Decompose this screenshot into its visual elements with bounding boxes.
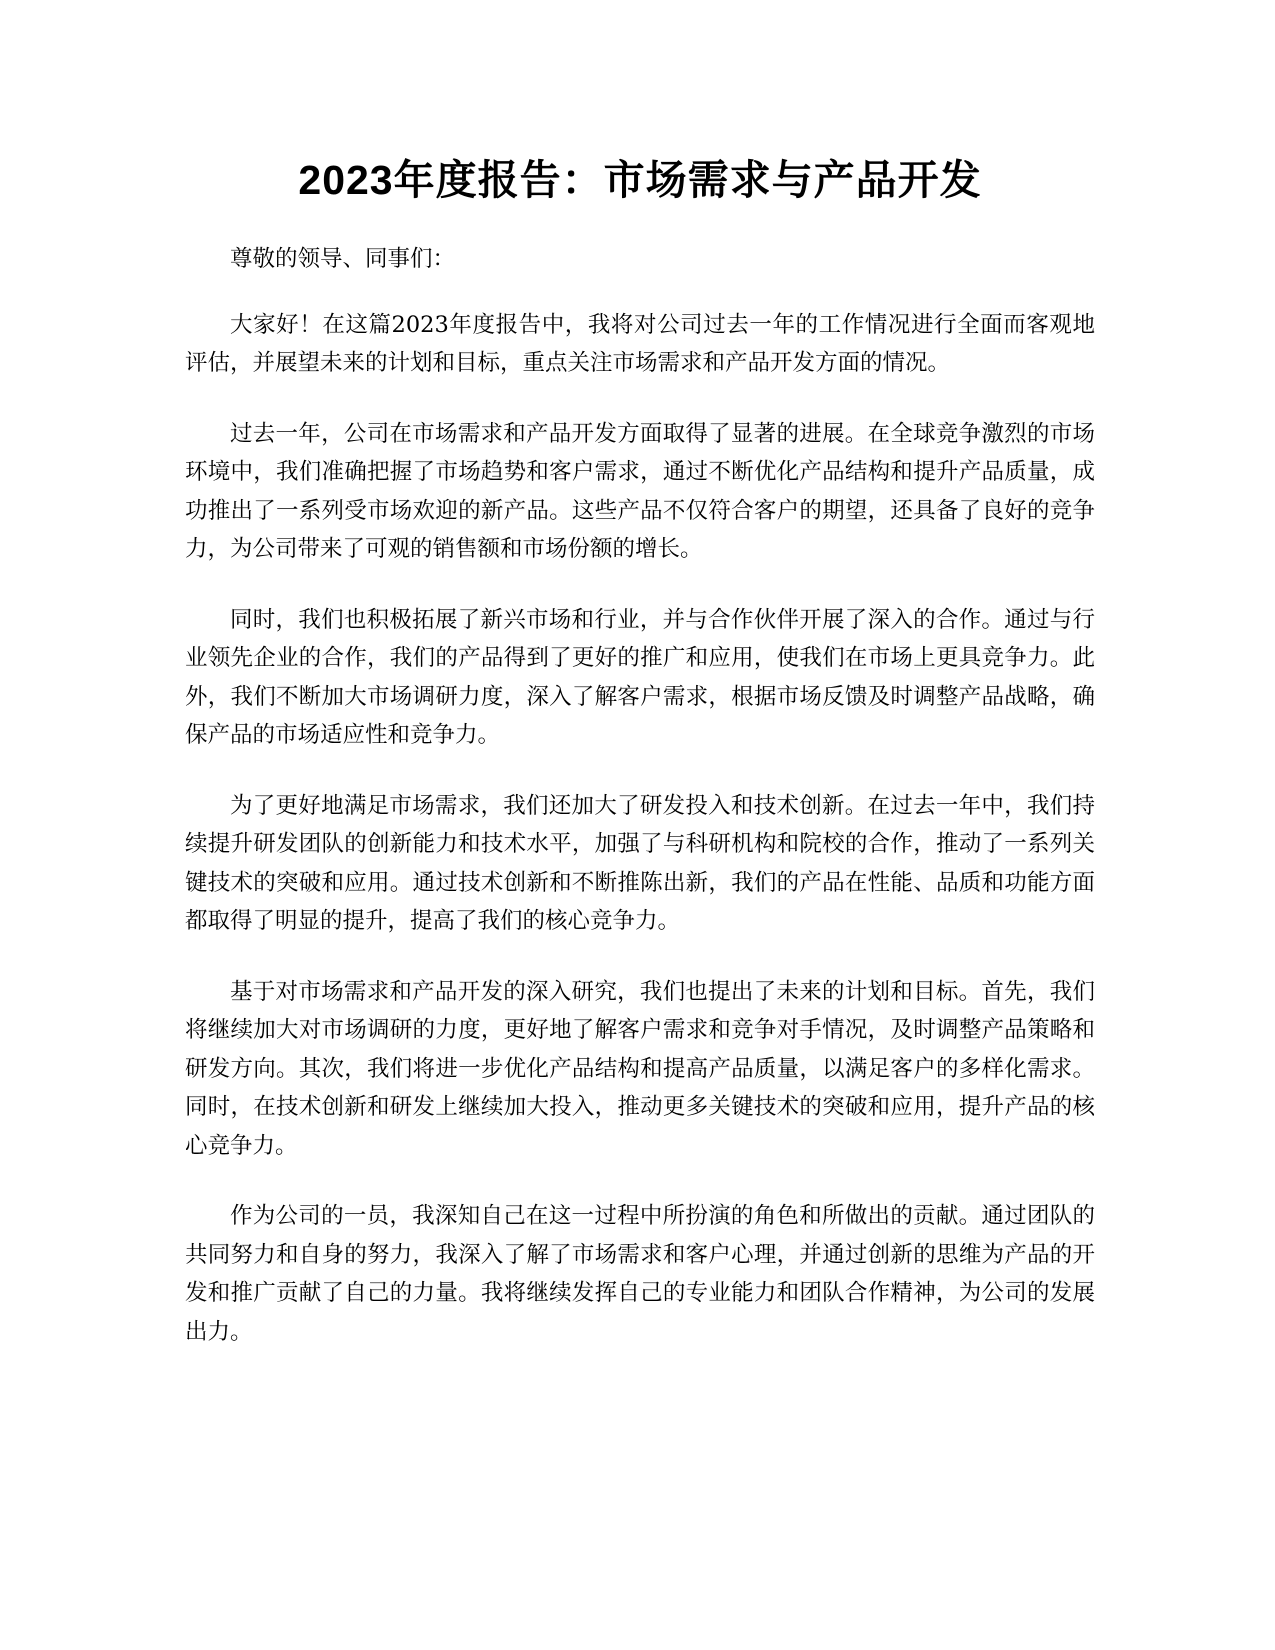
paragraph-rd-innovation: 为了更好地满足市场需求，我们还加大了研发投入和技术创新。在过去一年中，我们持续提升研发团队的创新能力和技术水平，加强了与科研机构和院校的合作，推动了一系列关键技术的突破和应用。通过技术创新和不断推陈出新，我们的产品在性能、品质和功能方面都取得了明显的提升，提高了我们的核心竞争力。 <box>185 792 1095 934</box>
salutation: 尊敬的领导、同事们： <box>230 246 456 272</box>
document-title: 2023年度报告：市场需求与产品开发 <box>298 157 982 203</box>
paragraph-personal-contribution: 作为公司的一员，我深知自己在这一过程中所扮演的角色和所做出的贡献。通过团队的共同努力和自身的努力，我深入了解了市场需求和客户心理，并通过创新的思维为产品的开发和推广贡献了自己的力量。我将继续发挥自己的专业能力和团队合作精神，为公司的发展出力。 <box>185 1203 1095 1345</box>
paragraph-cooperation: 同时，我们也积极拓展了新兴市场和行业，并与合作伙伴开展了深入的合作。通过与行业领先企业的合作，我们的产品得到了更好的推广和应用，使我们在市场上更具竞争力。此外，我们不断加大市场调研力度，深入了解客户需求，根据市场反馈及时调整产品战略，确保产品的市场适应性和竞争力。 <box>185 606 1095 748</box>
paragraph-greeting: 大家好！在这篇2023年度报告中，我将对公司过去一年的工作情况进行全面而客观地评估，并展望未来的计划和目标，重点关注市场需求和产品开发方面的情况。 <box>185 311 1095 376</box>
paragraph-future-plans: 基于对市场需求和产品开发的深入研究，我们也提出了未来的计划和目标。首先，我们将继续加大对市场调研的力度，更好地了解客户需求和竞争对手情况，及时调整产品策略和研发方向。其次，我们将进一步优化产品结构和提高产品质量，以满足客户的多样化需求。同时，在技术创新和研发上继续加大投入，推动更多关键技术的突破和应用，提升产品的核心竞争力。 <box>185 978 1095 1159</box>
paragraph-progress: 过去一年，公司在市场需求和产品开发方面取得了显著的进展。在全球竞争激烈的市场环境中，我们准确把握了市场趋势和客户需求，通过不断优化产品结构和提升产品质量，成功推出了一系列受市场欢迎的新产品。这些产品不仅符合客户的期望，还具备了良好的竞争力，为公司带来了可观的销售额和市场份额的增长。 <box>185 420 1095 562</box>
